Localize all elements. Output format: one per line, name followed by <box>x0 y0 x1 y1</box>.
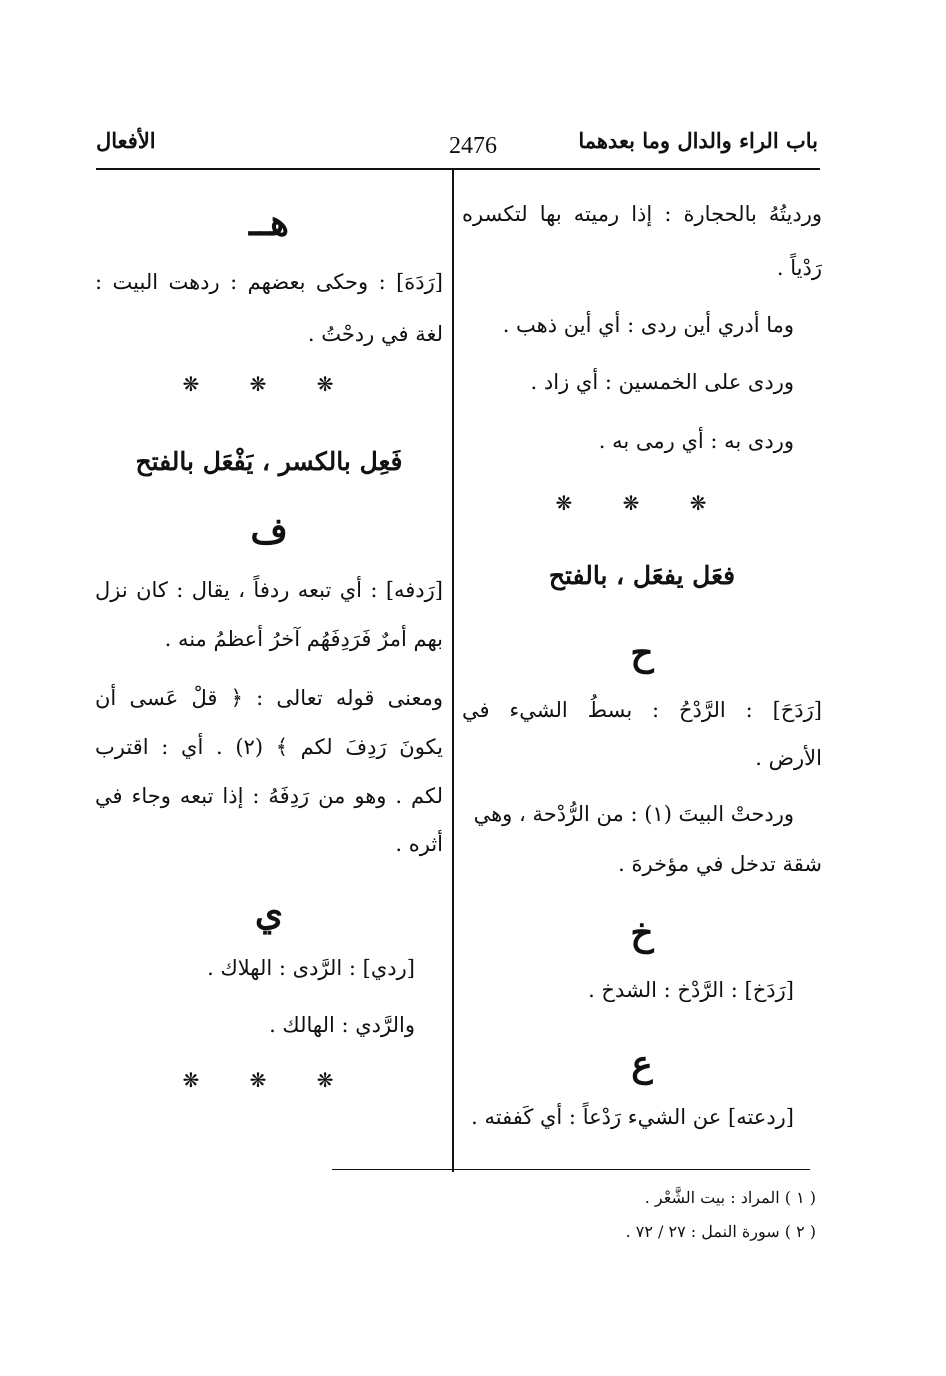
paragraph-line: وردى به : أي رمى به . <box>598 429 794 453</box>
paragraph-line: وردحتْ البيتَ (١) : من الرُّدْحة ، وهي <box>473 802 794 826</box>
paragraph-line: بهم أمرٌ فَرَدِفَهُم آخرُ أعظمُ منه . <box>164 627 443 651</box>
section-title: فعَل يفعَل ، بالفتح <box>548 561 736 590</box>
paragraph-line: وردى على الخمسين : أي زاد . <box>530 370 794 394</box>
footnote-1: ( ١ ) المراد : بيت الشَّعْر . <box>644 1188 816 1207</box>
column-divider <box>452 170 454 1172</box>
page-number: 2476 <box>449 133 497 159</box>
running-head-section: الأفعال <box>96 128 156 153</box>
paragraph-line: الأرض . <box>755 746 822 770</box>
header-rule <box>96 168 820 170</box>
footnote-2: ( ٢ ) سورة النمل : ٢٧ / ٧٢ . <box>625 1222 816 1241</box>
paragraph-line: رَدْياً . <box>776 256 822 280</box>
paragraph-line: يكونَ رَدِفَ لكم ﴾ (٢) . أي : اقترب <box>95 735 443 759</box>
section-title: فَعِل بالكسر ، يَفْعَل بالفتح <box>135 447 403 476</box>
footnote-rule <box>332 1169 810 1170</box>
paragraph-line: وما أدري أين ردى : أي أين ذهب . <box>502 313 794 337</box>
letter-heading: ي <box>254 892 284 934</box>
section-separator: ❋ ❋ ❋ <box>182 1068 356 1092</box>
paragraph-line: أثره . <box>395 832 443 856</box>
paragraph-line: [ردعته] عن الشيء رَدْعاً : أي كَففته . <box>471 1105 794 1129</box>
running-head-chapter: باب الراء والدال وما بعدهما <box>578 128 818 153</box>
paragraph-line: لغة في ردحْتُ . <box>307 322 443 346</box>
letter-heading: ح <box>630 632 654 674</box>
section-separator: ❋ ❋ ❋ <box>182 372 356 396</box>
letter-heading: ف <box>250 510 288 552</box>
letter-heading: خ <box>630 912 654 954</box>
section-separator: ❋ ❋ ❋ <box>555 491 729 515</box>
paragraph-line: [رَدفه] : أي تبعه ردفاً ، يقال : كان نزل <box>95 578 443 602</box>
paragraph-line: شقة تدخل في مؤخرهَ . <box>618 852 822 876</box>
paragraph-line: [رَدَحَ] : الرَّدْحُ : بسطُ الشيء في <box>462 698 822 722</box>
paragraph-line: والرَّدي : الهالك . <box>269 1013 415 1037</box>
paragraph-line: ورديتُهُ بالحجارة : إذا رميته بها لتكسره <box>462 202 822 226</box>
paragraph-line: [رَدَهَ] : وحكى بعضهم : ردهت البيت : <box>95 270 443 294</box>
paragraph-line: [ردي] : الرَّدى : الهلاك . <box>207 956 415 980</box>
letter-heading: ع <box>631 1043 653 1085</box>
paragraph-line: ومعنى قوله تعالى : ﴿ قلْ عَسى أن <box>95 686 443 710</box>
paragraph-line: لكم . وهو من رَدِفَهُ : إذا تبعه وجاء في <box>95 784 443 808</box>
paragraph-line: [رَدَخ] : الرَّدْخ : الشدخ . <box>588 978 794 1002</box>
letter-heading: هــ <box>248 202 290 244</box>
